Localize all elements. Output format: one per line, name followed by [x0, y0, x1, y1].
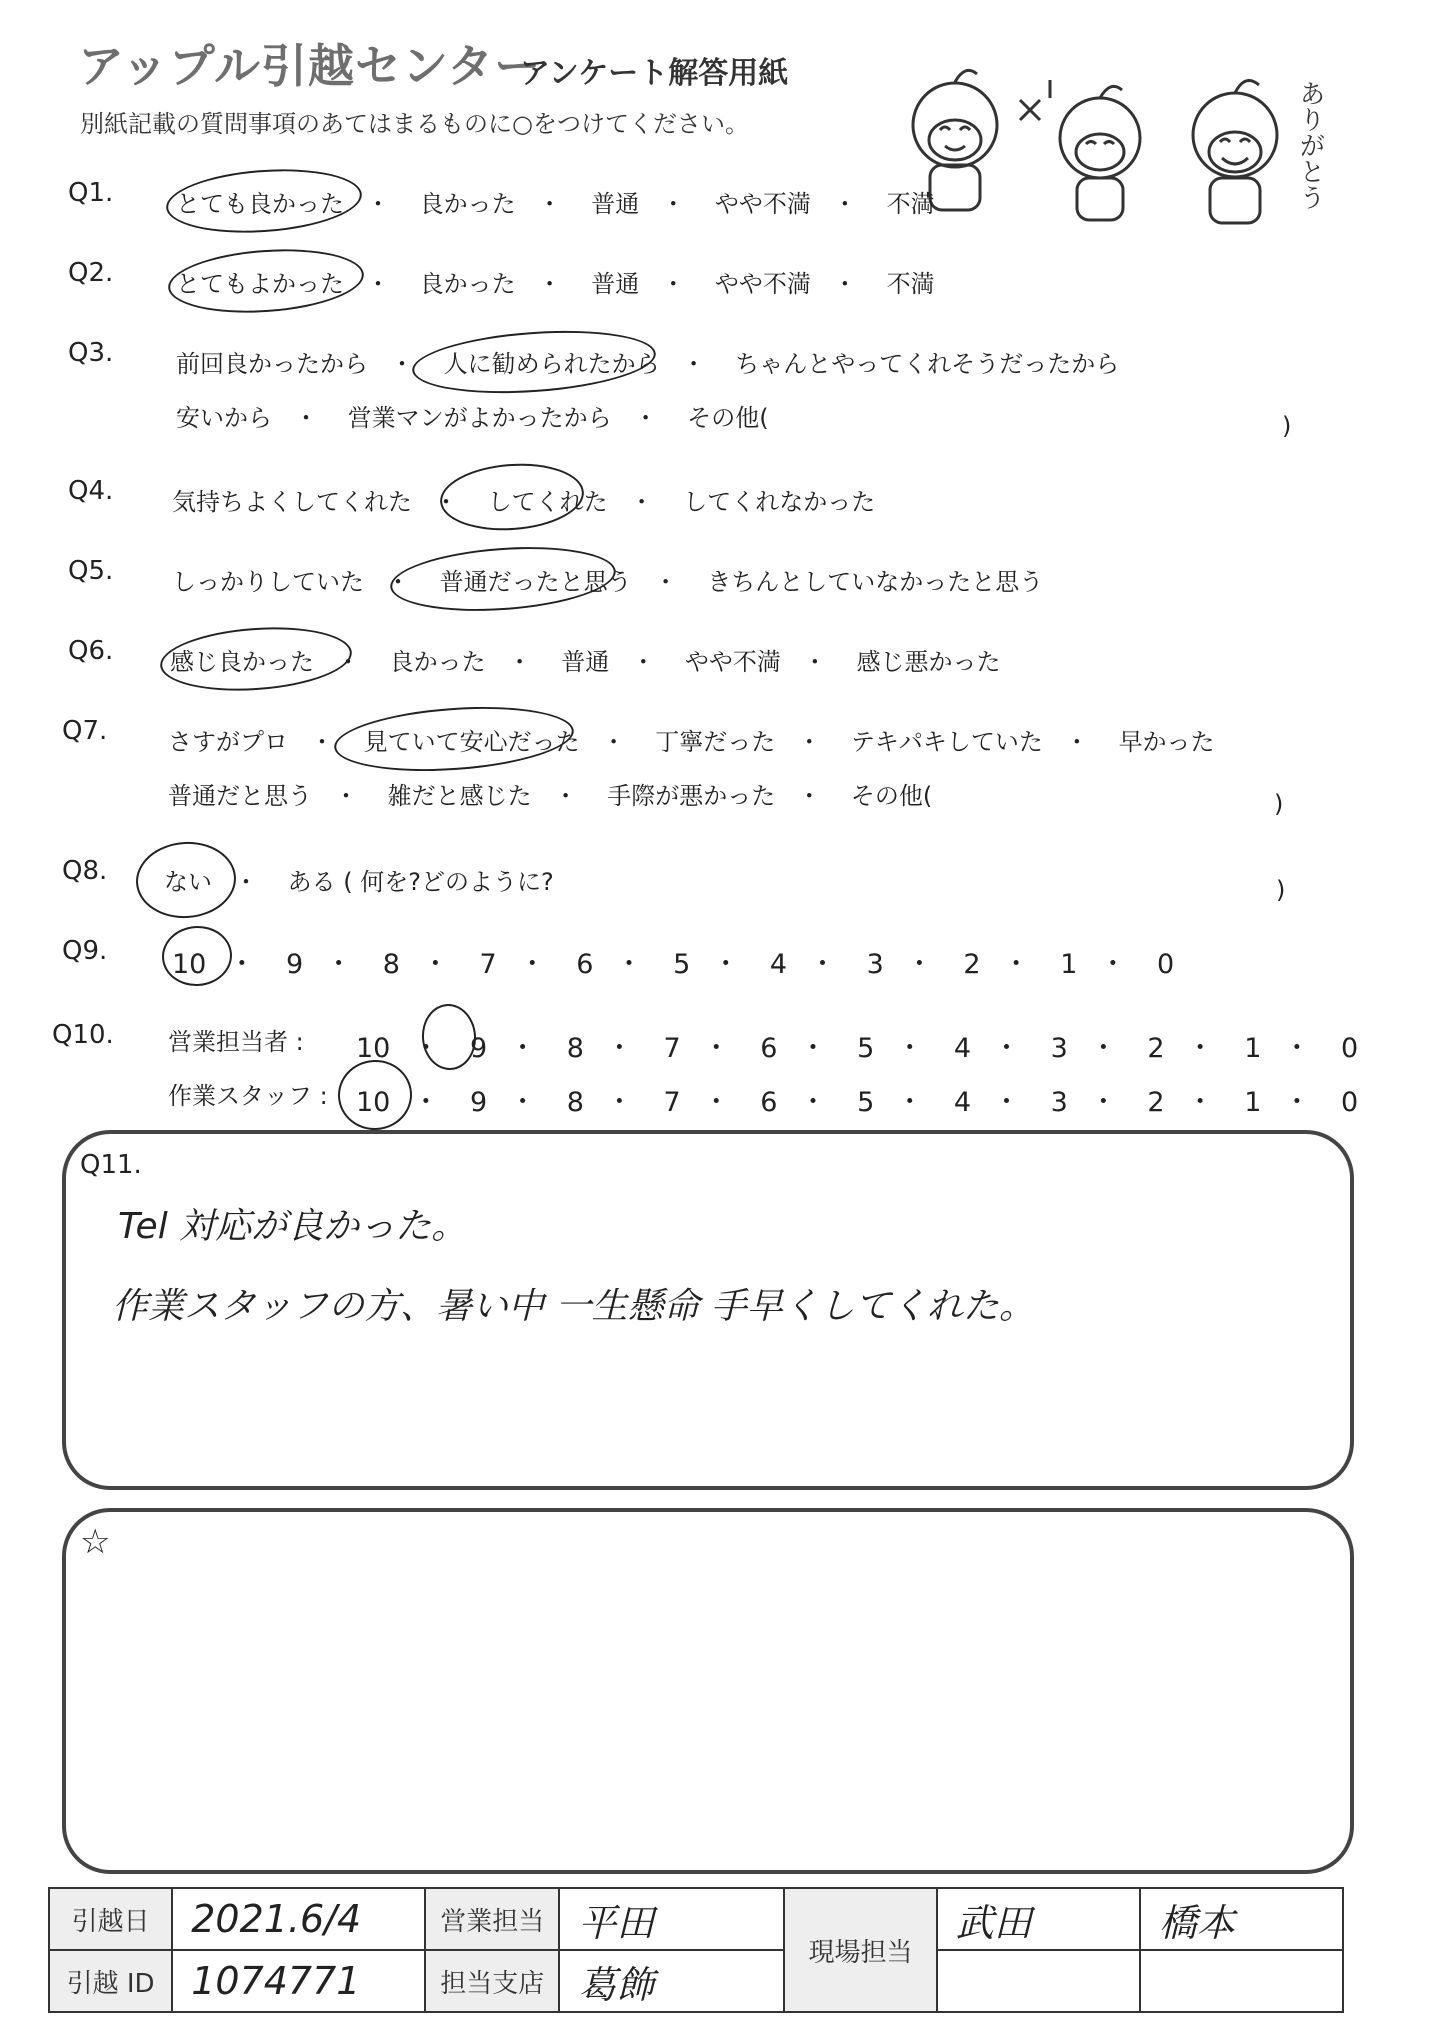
rating-option[interactable]: 2: [1147, 1087, 1165, 1118]
rating-option[interactable]: 7: [479, 949, 497, 980]
rating-option[interactable]: 7: [663, 1033, 681, 1064]
question-label-q5: Q5.: [68, 556, 114, 586]
option[interactable]: 普通: [591, 190, 640, 218]
rating-option[interactable]: 9: [469, 1033, 488, 1064]
q11-comment-line2: 作業スタッフの方、暑い中 一生懸命 手早くしてくれた。: [112, 1286, 1035, 1327]
question-label-q6: Q6.: [68, 636, 114, 666]
option[interactable]: 見ていて安心だった: [363, 728, 580, 756]
q9-options: 10 ・ 9 ・ 8 ・ 7 ・ 6 ・ 5 ・ 4 ・ 3 ・ 2 ・ 1 ・ 0: [172, 949, 1175, 980]
q11-comment-line1: Tel 対応が良かった。: [118, 1206, 468, 1247]
option[interactable]: やや不満: [714, 190, 811, 218]
q6-options: 感じ良かった ・ 良かった ・ 普通 ・ やや不満 ・ 感じ悪かった: [170, 642, 1001, 677]
rating-option[interactable]: 8: [566, 1087, 584, 1118]
site-rep-label: 現場担当: [784, 1888, 936, 2012]
move-date-value: 2021.6/4: [172, 1888, 425, 1950]
rating-option[interactable]: 1: [1244, 1087, 1262, 1118]
move-id-value: 1074771: [172, 1950, 425, 2012]
q4-options: 気持ちよくしてくれた ・ してくれた ・ してくれなかった: [172, 482, 875, 517]
company-name: アップル引越センター: [78, 39, 542, 93]
sales-rep-label: 営業担当: [425, 1888, 559, 1950]
option[interactable]: ない: [164, 868, 212, 896]
rating-option[interactable]: 5: [673, 949, 691, 980]
rating-option[interactable]: 9: [469, 1087, 488, 1118]
rating-option[interactable]: 5: [857, 1033, 875, 1064]
star-comment-box[interactable]: [62, 1508, 1354, 1874]
question-label-q7: Q7.: [62, 716, 108, 746]
move-id-label: 引越 ID: [49, 1950, 172, 2012]
rating-option[interactable]: 4: [769, 949, 788, 980]
option[interactable]: 良かった: [419, 190, 516, 218]
branch-label: 担当支店: [425, 1950, 559, 2012]
option[interactable]: 手際が悪かった: [607, 782, 776, 810]
question-label-q4: Q4.: [68, 476, 114, 506]
rating-option[interactable]: 9: [285, 949, 304, 980]
rating-option[interactable]: 6: [576, 949, 594, 980]
rating-option[interactable]: 6: [760, 1033, 778, 1064]
option[interactable]: 良かった: [419, 270, 516, 298]
rating-option[interactable]: 5: [857, 1087, 875, 1118]
rating-option[interactable]: 4: [953, 1033, 972, 1064]
option[interactable]: やや不満: [714, 270, 811, 298]
option[interactable]: とてもよかった: [176, 270, 344, 298]
option[interactable]: その他(: [850, 782, 933, 810]
rating-option[interactable]: 0: [1340, 1033, 1359, 1064]
option[interactable]: しっかりしていた: [172, 568, 364, 596]
option[interactable]: してくれた: [487, 488, 608, 516]
rating-option[interactable]: 7: [663, 1087, 681, 1118]
question-label-q8: Q8.: [62, 856, 108, 886]
option[interactable]: 人に勧められたから: [443, 350, 660, 378]
rating-option[interactable]: 8: [382, 949, 400, 980]
option[interactable]: 不満: [886, 190, 935, 218]
rating-option[interactable]: 2: [963, 949, 981, 980]
option[interactable]: ちゃんとやってくれそうだったから: [735, 350, 1120, 378]
option[interactable]: 丁寧だった: [655, 728, 776, 756]
q10-staff-options: 10 ・ 9 ・ 8 ・ 7 ・ 6 ・ 5 ・ 4 ・ 3 ・ 2 ・ 1 ・ 0: [356, 1087, 1359, 1118]
question-label-q2: Q2.: [68, 258, 114, 288]
rating-option[interactable]: 3: [1050, 1033, 1068, 1064]
q7-options-line1: さすがプロ ・ 見ていて安心だった ・ 丁寧だった ・ テキパキしていた ・ 早かった: [168, 722, 1215, 757]
question-label-q1: Q1.: [68, 178, 114, 208]
option[interactable]: 普通: [591, 270, 640, 298]
question-label-q3: Q3.: [68, 338, 114, 368]
branch-name: 葛飾: [559, 1950, 784, 2012]
close-paren: ): [1274, 790, 1284, 818]
site-rep-name-2: 橋本: [1140, 1888, 1343, 1950]
q10-sales-label: 営業担当者 :: [168, 1028, 304, 1056]
option[interactable]: 気持ちよくしてくれた: [172, 488, 412, 516]
rating-option[interactable]: 10: [356, 1033, 391, 1064]
q8-options: ない ・ ある ( 何を?どのように?: [164, 862, 554, 897]
option[interactable]: 良かった: [389, 648, 486, 676]
rating-option[interactable]: 3: [866, 949, 884, 980]
option[interactable]: 営業マンがよかったから: [347, 404, 612, 432]
q10-sales-options: 10 ・ 9 ・ 8 ・ 7 ・ 6 ・ 5 ・ 4 ・ 3 ・ 2 ・ 1 ・ 0: [356, 1033, 1359, 1064]
q10-staff-label: 作業スタッフ :: [168, 1082, 328, 1110]
q11-label: Q11.: [80, 1150, 142, 1180]
rating-option[interactable]: 0: [1156, 949, 1175, 980]
option[interactable]: ある ( 何を?どのように?: [287, 868, 554, 896]
option[interactable]: さすがプロ: [168, 728, 288, 756]
rating-option[interactable]: 6: [760, 1087, 778, 1118]
rating-option[interactable]: 1: [1244, 1033, 1262, 1064]
option[interactable]: その他(: [687, 404, 769, 432]
q3-options-line1: 前回良かったから ・ 人に勧められたから ・ ちゃんとやってくれそうだったから: [176, 344, 1119, 379]
option[interactable]: 雑だと感じた: [387, 782, 532, 810]
star-icon: ☆: [80, 1522, 111, 1562]
option[interactable]: 普通だと思う: [168, 782, 312, 810]
q7-options-line2: 普通だと思う ・ 雑だと感じた ・ 手際が悪かった ・ その他(: [168, 776, 932, 811]
site-rep-empty-1: [937, 1950, 1140, 2012]
move-date-label: 引越日: [49, 1888, 172, 1950]
option[interactable]: 早かった: [1118, 728, 1215, 756]
mascot-caption: ありがとう: [1295, 80, 1325, 210]
instruction-text: 別紙記載の質問事項のあてはまるものに○をつけてください。: [80, 110, 749, 138]
option[interactable]: きちんとしていなかったと思う: [707, 568, 1044, 596]
question-label-q9: Q9.: [62, 936, 108, 966]
move-info-table: [48, 1887, 1344, 2013]
option[interactable]: とても良かった: [176, 190, 344, 218]
rating-option[interactable]: 8: [566, 1033, 584, 1064]
option[interactable]: 感じ良かった: [170, 648, 314, 676]
q5-options: しっかりしていた ・ 普通だったと思う ・ きちんとしていなかったと思う: [172, 562, 1043, 597]
option[interactable]: 安いから: [176, 404, 272, 432]
rating-option[interactable]: 10: [172, 949, 207, 980]
q1-options: とても良かった ・ 良かった ・ 普通 ・ やや不満 ・ 不満: [176, 184, 935, 219]
option[interactable]: やや不満: [684, 648, 781, 676]
rating-option[interactable]: 10: [356, 1087, 391, 1118]
rating-option[interactable]: 0: [1340, 1087, 1359, 1118]
site-rep-empty-2: [1140, 1950, 1343, 2012]
sales-rep-name: 平田: [559, 1888, 784, 1950]
monkey-mascots-illustration: [900, 60, 1350, 230]
option[interactable]: してくれなかった: [683, 488, 876, 516]
option[interactable]: テキパキしていた: [850, 728, 1043, 756]
close-paren: ): [1282, 412, 1292, 440]
rating-option[interactable]: 2: [1147, 1033, 1165, 1064]
form-title: アンケート解答用紙: [520, 56, 789, 91]
rating-option[interactable]: 1: [1060, 949, 1078, 980]
q3-options-line2: 安いから ・ 営業マンがよかったから ・ その他(: [176, 398, 769, 433]
close-paren: ): [1276, 876, 1286, 904]
rating-option[interactable]: 3: [1050, 1087, 1068, 1118]
option[interactable]: 普通だったと思う: [439, 568, 632, 596]
q2-options: とてもよかった ・ 良かった ・ 普通 ・ やや不満 ・ 不満: [176, 264, 935, 299]
option[interactable]: 普通: [561, 648, 610, 676]
question-label-q10: Q10.: [52, 1020, 114, 1050]
site-rep-name-1: 武田: [937, 1888, 1140, 1950]
option[interactable]: 不満: [886, 270, 935, 298]
rating-option[interactable]: 4: [953, 1087, 972, 1118]
option[interactable]: 感じ悪かった: [856, 648, 1001, 676]
option[interactable]: 前回良かったから: [176, 350, 368, 378]
